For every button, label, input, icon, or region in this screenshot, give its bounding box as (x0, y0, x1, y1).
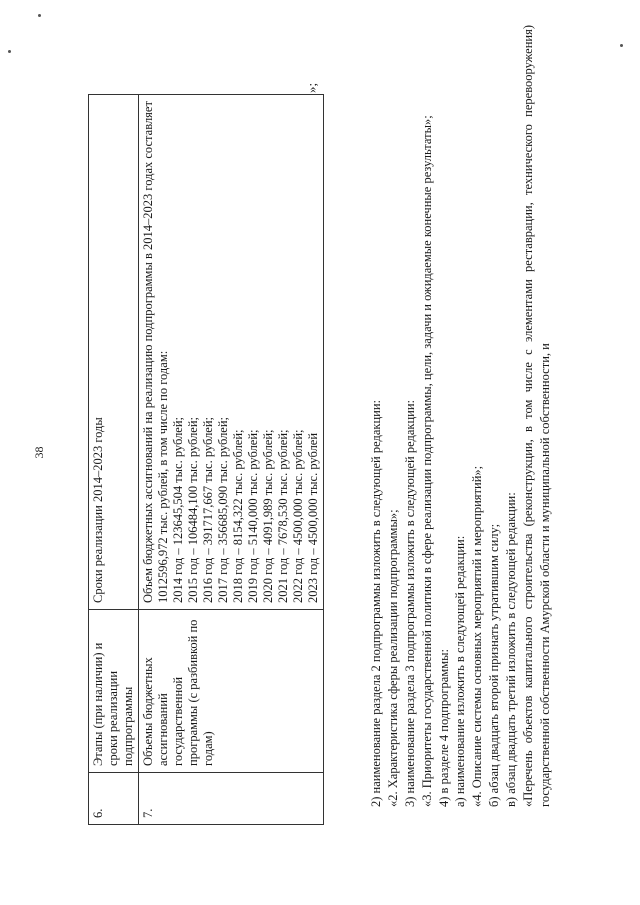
table-closing-quote: »; (304, 82, 319, 93)
scan-speck (8, 50, 11, 53)
table-row (139, 95, 324, 825)
row-number: 6. (89, 773, 139, 825)
paragraph: 2) наименование раздела 2 подпрограммы изложить в следующей редакции: (369, 399, 383, 807)
paragraph: «4. Описание системы основных мероприятий и мероприятий»; (470, 465, 485, 807)
paragraph: «Перечень объектов капитального строительства (реконструкции, в том числе с элементами реставрации, технического перевооружения) государственной собственности Амурской области и муниципальной собственности, и (520, 25, 552, 807)
paragraph: в) абзац двадцать третий изложить в следующей редакции: (504, 492, 518, 807)
value-line: 2020 год – 4091,989 тыс. рублей; (261, 429, 275, 603)
value-line: 2021 год – 7678,530 тыс. рублей; (276, 429, 290, 603)
value-line: 2015 год – 106484,100 тыс. рублей; (186, 416, 200, 603)
value-line: 2017 год – 356685,090 тыс. рублей; (216, 416, 230, 603)
value-line: Объем бюджетных ассигнований на реализацию подпрограммы в 2014–2023 годах составляет 1012596,972 тыс. рублей, в том числе по годам: (141, 101, 170, 603)
value-line: 2014 год – 123645,504 тыс. рублей; (171, 416, 185, 603)
row-number: 7. (139, 773, 324, 825)
value-line: 2018 год – 8154,322 тыс. рублей; (231, 429, 245, 603)
paragraph: «2. Характеристика сферы реализации подпрограммы»; (385, 509, 400, 807)
scan-speck (620, 44, 623, 47)
paragraph: а) наименование изложить в следующей редакции: (453, 535, 468, 807)
value-line: 2022 год – 4500,000 тыс. рублей; (291, 429, 305, 603)
table-row (89, 95, 139, 825)
value-line: 2023 год – 4500,000 тыс. рублей (306, 432, 320, 603)
paragraph: б) абзац двадцать второй признать утратившим силу; (487, 523, 502, 807)
paragraph: «3. Приоритеты государственной политики в сфере реализации подпрограммы, цели, задачи и ожидаемые конечные результаты»; (419, 115, 434, 807)
value-line: 2016 год – 391717,667 тыс. рублей; (201, 416, 215, 603)
amendments-text (368, 25, 554, 845)
scan-speck (38, 14, 41, 17)
page-number: 38 (32, 446, 46, 459)
passport-table (88, 94, 324, 825)
row-value (139, 95, 324, 610)
paragraph: 4) в разделе 4 подпрограммы: (436, 648, 451, 807)
value-line: 2019 год – 5140,000 тыс. рублей; (246, 429, 260, 603)
row-label: Этапы (при наличии) и сроки реализации подпрограммы (89, 610, 139, 773)
paragraph: 3) наименование раздела 3 подпрограммы изложить в следующей редакции: (402, 399, 417, 807)
value-line: Сроки реализации 2014–2023 годы (91, 417, 105, 603)
row-value (89, 95, 139, 610)
row-label: Объемы бюджетных ассигнований государственной программы (с разбивкой по годам) (139, 610, 324, 773)
